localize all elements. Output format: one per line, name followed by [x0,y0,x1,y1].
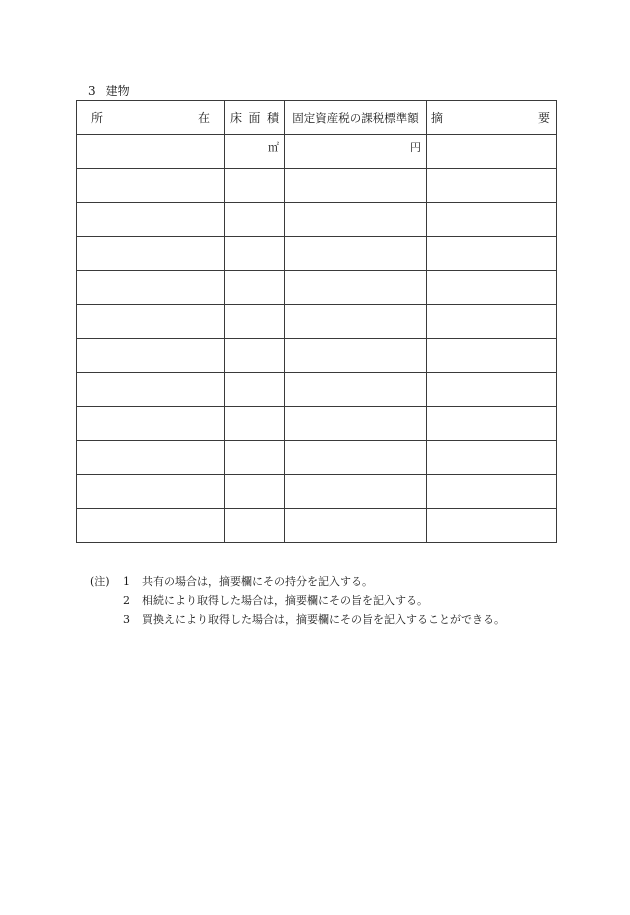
note-text: 買換えにより取得した場合は，摘要欄にその旨を記入することができる。 [142,613,505,626]
header-summary-left: 摘 [431,111,444,125]
header-location-right: 在 [197,111,210,125]
table-body [77,135,557,543]
cell-tax-value[interactable] [285,203,427,237]
cell-tax-value[interactable] [285,169,427,203]
section-number: 3 [88,84,96,98]
note-line [90,591,505,610]
header-tax-value-text: 固定資産税の課税標準額 [292,110,419,125]
note-number: 2 [123,594,130,607]
cell-floor-area[interactable] [225,441,285,475]
table-row [77,305,557,339]
cell-floor-area[interactable] [225,203,285,237]
cell-summary[interactable] [427,203,557,237]
header-tax-value [285,101,427,135]
cell-tax-value[interactable] [285,407,427,441]
header-location [77,101,225,135]
note-line [90,610,505,629]
notes-label: (注) [90,575,110,588]
cell-location[interactable] [77,271,225,305]
table-row [77,135,557,169]
cell-floor-area[interactable] [225,169,285,203]
cell-summary[interactable] [427,169,557,203]
note-indent [90,591,123,610]
section-heading [88,84,130,98]
header-area-char-2: 面 [248,111,261,125]
buildings-table [76,100,557,543]
cell-location[interactable] [77,441,225,475]
cell-summary[interactable] [427,237,557,271]
cell-summary[interactable] [427,407,557,441]
cell-location[interactable] [77,339,225,373]
cell-tax-value[interactable] [285,305,427,339]
header-area-char-3: 積 [266,111,279,125]
cell-floor-area[interactable] [225,475,285,509]
note-text: 相続により取得した場合は，摘要欄にその旨を記入する。 [142,594,428,607]
cell-summary[interactable] [427,135,557,169]
cell-floor-area[interactable] [225,509,285,543]
note-number: 3 [123,613,130,626]
unit-yen: 円 [410,141,421,154]
table-row [77,475,557,509]
cell-tax-value[interactable] [285,441,427,475]
cell-location[interactable] [77,407,225,441]
header-summary [427,101,557,135]
section-title-text: 建物 [105,84,130,98]
cell-floor-area[interactable] [225,305,285,339]
cell-tax-value[interactable] [285,475,427,509]
header-summary-right: 要 [537,111,550,125]
cell-location[interactable] [77,475,225,509]
table-row [77,407,557,441]
cell-floor-area[interactable] [225,339,285,373]
cell-location[interactable] [77,305,225,339]
note-indent [90,610,123,629]
table-header-row [77,101,557,135]
table-row [77,271,557,305]
table-row [77,373,557,407]
cell-location[interactable] [77,509,225,543]
cell-tax-value[interactable] [285,271,427,305]
cell-tax-value[interactable] [285,339,427,373]
unit-square-meters: ㎡ [268,141,279,154]
cell-tax-value[interactable] [285,373,427,407]
note-text: 共有の場合は，摘要欄にその持分を記入する。 [142,575,373,588]
notes-section [90,572,505,629]
cell-floor-area[interactable] [225,135,285,169]
cell-summary[interactable] [427,441,557,475]
cell-floor-area[interactable] [225,271,285,305]
cell-tax-value[interactable] [285,509,427,543]
header-location-left: 所 [91,111,104,125]
note-number: 1 [123,575,130,588]
cell-floor-area[interactable] [225,237,285,271]
header-area-char-1: 床 [230,111,243,125]
cell-location[interactable] [77,237,225,271]
cell-floor-area[interactable] [225,373,285,407]
cell-summary[interactable] [427,271,557,305]
cell-location[interactable] [77,373,225,407]
cell-tax-value[interactable] [285,135,427,169]
table-row [77,441,557,475]
table-row [77,509,557,543]
cell-floor-area[interactable] [225,407,285,441]
cell-tax-value[interactable] [285,237,427,271]
table-row [77,339,557,373]
cell-summary[interactable] [427,509,557,543]
cell-summary[interactable] [427,339,557,373]
cell-location[interactable] [77,169,225,203]
cell-summary[interactable] [427,475,557,509]
table-row [77,237,557,271]
note-line [90,572,505,591]
cell-location[interactable] [77,135,225,169]
cell-summary[interactable] [427,373,557,407]
cell-location[interactable] [77,203,225,237]
header-floor-area [225,101,285,135]
table-row [77,169,557,203]
cell-summary[interactable] [427,305,557,339]
table-row [77,203,557,237]
